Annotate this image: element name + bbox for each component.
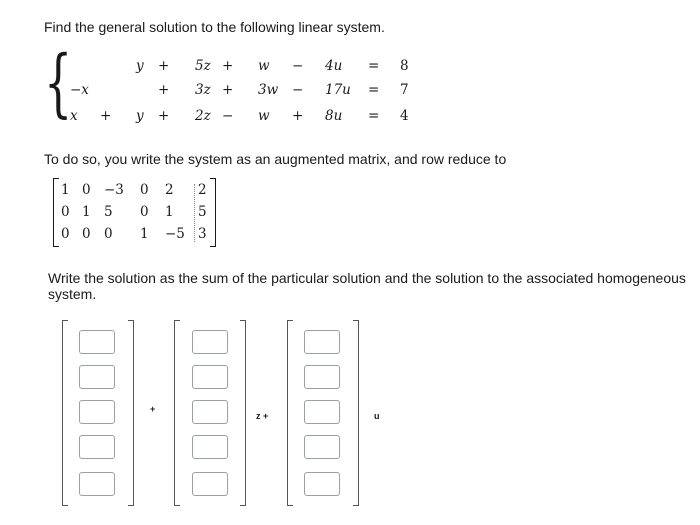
system-term: = [368,82,380,98]
system-term: 7 [400,82,409,98]
system-term: y [136,58,144,74]
plus-operator: + [150,404,156,414]
matrix-entry: 0 [61,204,70,220]
instruction-text: To do so, you write the system as an augmented matrix, and row reduce to [44,151,507,167]
system-term: = [368,58,380,74]
answer-input-box[interactable] [192,365,228,389]
vector-right-bracket [240,320,246,506]
system-left-brace: { [44,40,73,126]
matrix-entry: 5 [198,204,207,220]
system-term: 8 [400,58,409,74]
system-term: + [158,82,170,98]
answer-input-box[interactable] [79,472,115,496]
matrix-entry: 0 [82,182,91,198]
z-plus-label: z + [256,411,269,421]
matrix-entry: 0 [61,226,70,242]
matrix-entry: 1 [82,204,91,220]
u-label: u [374,411,380,421]
answer-input-box[interactable] [192,435,228,459]
matrix-entry: 1 [61,182,70,198]
system-term: + [222,82,234,98]
matrix-entry: 0 [140,182,149,198]
answer-input-box[interactable] [192,400,228,424]
system-term: − [292,82,304,98]
vector-left-bracket [174,320,180,506]
matrix-entry: 0 [104,226,113,242]
system-term: + [100,108,112,124]
matrix-entry: 2 [198,182,207,198]
prompt-text-line2: system. [48,286,97,302]
system-term: 2z [195,108,211,124]
system-term: − [292,58,304,74]
matrix-entry: 0 [140,204,149,220]
system-term: 4 [400,108,409,124]
answer-input-box[interactable] [79,435,115,459]
system-term: + [292,108,304,124]
matrix-entry: 1 [165,204,174,220]
system-term: + [158,108,170,124]
question-intro: Find the general solution to the following linear system. [44,19,385,35]
system-term: 8u [325,108,343,124]
system-term: + [222,58,234,74]
system-term: − [222,108,234,124]
answer-input-box[interactable] [304,472,340,496]
system-term: −x [70,82,89,98]
matrix-entry: 3 [198,226,207,242]
system-term: y [136,108,144,124]
vector-right-bracket [353,320,359,506]
system-term: + [158,58,170,74]
system-term: w [258,58,270,74]
prompt-text-line1: Write the solution as the sum of the particular solution and the solution to the associated homogeneous [48,270,686,286]
matrix-left-bracket [53,178,59,247]
system-term: 17u [325,82,351,98]
system-term: = [368,108,380,124]
matrix-entry: 2 [165,182,174,198]
matrix-entry: 1 [140,226,149,242]
answer-input-box[interactable] [304,400,340,424]
matrix-entry: 5 [104,204,113,220]
answer-input-box[interactable] [79,400,115,424]
vector-right-bracket [128,320,134,506]
matrix-right-bracket [210,178,216,247]
answer-input-box[interactable] [79,365,115,389]
system-term: x [70,108,78,124]
answer-input-box[interactable] [192,330,228,354]
system-term: w [258,108,270,124]
answer-input-box[interactable] [192,472,228,496]
answer-input-box[interactable] [304,330,340,354]
system-term: 3z [195,82,211,98]
system-term: 4u [325,58,343,74]
augment-divider [194,184,195,242]
matrix-entry: −5 [165,226,185,242]
vector-left-bracket [287,320,293,506]
system-term: 3w [258,82,279,98]
answer-input-box[interactable] [304,435,340,459]
vector-left-bracket [62,320,68,506]
matrix-entry: 0 [82,226,91,242]
matrix-entry: −3 [104,182,124,198]
answer-input-box[interactable] [79,330,115,354]
answer-input-box[interactable] [304,365,340,389]
system-term: 5z [195,58,211,74]
